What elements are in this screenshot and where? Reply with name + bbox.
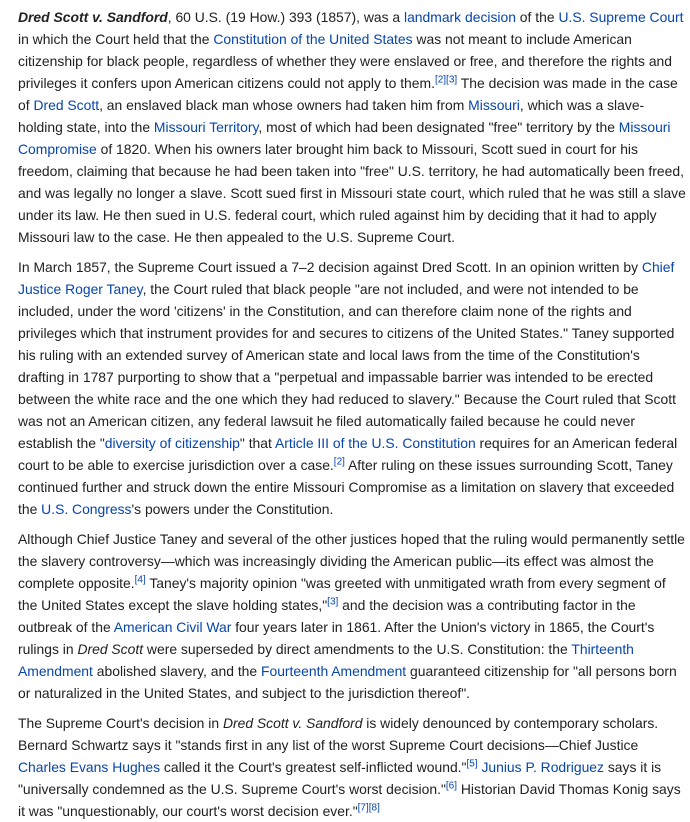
text-run: The decision was made in the case of [18, 75, 678, 113]
text-run: was not meant to include American citizenship for black people, regardless of whether they were enslaved or free, and therefore the rights and privileges it confers upon American citizens could not apply to them. [18, 31, 673, 91]
fourteenth-amendment-link[interactable]: Fourteenth Amendment [260, 663, 407, 679]
text-run: called it the Court's greatest self-inflicted wound." [160, 759, 467, 775]
citation-2-link[interactable]: [2] [333, 456, 345, 468]
case-name-italic: Dred Scott v. Sandford [222, 715, 363, 731]
text-run: is widely denounced by contemporary scholars. Bernard Schwartz says it "stands first in any list of the worst Supreme Court decisions—Chief Justice [18, 715, 659, 753]
text-run: Historian David Thomas Konig says it was "unquestionably, our court's worst decision ever." [18, 781, 681, 819]
missouri-link[interactable]: Missouri [468, 97, 520, 113]
text-run: " that [239, 435, 275, 451]
citation-5-link[interactable]: [5] [466, 758, 478, 770]
american-civil-war-link[interactable]: American Civil War [113, 619, 232, 635]
citation-7-8-link[interactable]: [7][8] [357, 802, 380, 814]
dred-scott-link[interactable]: Dred Scott [33, 97, 100, 113]
citation-3-link[interactable]: [3] [327, 596, 339, 608]
text-run: of the [515, 9, 559, 25]
citation-superscript [446, 780, 457, 791]
text-run: , most of which had been designated "free" territory by the [258, 119, 619, 135]
citation-2-3-link[interactable]: [2][3] [434, 74, 458, 86]
citation-4-link[interactable]: [4] [134, 574, 146, 586]
paragraph-decision [18, 256, 686, 520]
citation-superscript [327, 596, 338, 607]
text-run: four years later in 1861. After the Union's victory in 1865, the Court's rulings in [18, 619, 655, 657]
text-run: , 60 U.S. (19 How.) 393 (1857), was a [167, 9, 404, 25]
missouri-compromise-link[interactable]: Missouri Compromise [18, 119, 671, 157]
citation-superscript [435, 74, 457, 85]
paragraph-aftermath [18, 528, 686, 704]
us-constitution-link[interactable]: Constitution of the United States [213, 31, 413, 47]
text-run: says it is "universally condemned as the U.S. Supreme Court's worst decision." [18, 759, 662, 797]
roger-taney-link[interactable]: Chief Justice Roger Taney [18, 259, 675, 297]
citation-superscript [466, 758, 477, 769]
text-run: The Supreme Court's decision in [18, 715, 223, 731]
text-run: guaranteed citizenship for "all persons born or naturalized in the United States, and subject to the jurisdiction thereof". [18, 663, 677, 701]
text-run: Taney's majority opinion "was greeted with unmitigated wrath from every segment of the United States except the slave holding states," [18, 575, 666, 613]
missouri-territory-link[interactable]: Missouri Territory [153, 119, 259, 135]
text-run: , an enslaved black man whose owners had taken him from [99, 97, 469, 113]
text-run: 's powers under the Constitution. [131, 501, 334, 517]
text-run: After ruling on these issues surrounding Scott, Taney continued further and struck down the entire Missouri Compromise as a limitation on slavery that exceeded the [18, 457, 675, 517]
citation-superscript [135, 574, 146, 585]
citation-superscript [358, 802, 380, 813]
text-run: , which was a slave-holding state, into the [18, 97, 645, 135]
paragraph-intro [18, 6, 686, 248]
charles-evans-hughes-link[interactable]: Charles Evans Hughes [18, 759, 161, 775]
text-run: in which the Court held that the [18, 31, 214, 47]
case-title: Dred Scott v. Sandford [18, 9, 168, 25]
junius-rodriguez-link[interactable]: Junius P. Rodriguez [481, 759, 604, 775]
paragraph-legacy [18, 712, 686, 822]
text-run: , the Court ruled that black people "are not included, and were not intended to be included, under the word 'citizens' in the Constitution, and can therefore claim none of the rights and privileges which that instrument provides for and secures to citizens of the United States." Taney supported his ruling with an extended survey of American state and local laws from the time of the Constitution's drafting in 1787 purporting to show that a "perpetual and impassable barrier was intended to be erected between the white race and the one which they had reduced to slavery." Because the Court ruled that Scott was not an American citizen, any federal lawsuit he filed automatically failed because he could never establish the " [18, 281, 676, 451]
landmark-decision-link[interactable]: landmark decision [404, 9, 516, 25]
citation-6-link[interactable]: [6] [445, 780, 458, 792]
citation-superscript [334, 456, 345, 467]
text-run: requires for an American federal court to be able to exercise jurisdiction over a case. [18, 435, 678, 473]
text-run: abolished slavery, and the [92, 663, 261, 679]
thirteenth-amendment-link[interactable]: Thirteenth Amendment [18, 641, 634, 679]
text-run: and the decision was a contributing factor in the outbreak of the [18, 597, 636, 635]
text-run: were superseded by direct amendments to the U.S. Constitution: the [143, 641, 572, 657]
text-run: of 1820. When his owners later brought him back to Missouri, Scott sued in court for his freedom, claiming that because he had been taken into "free" U.S. territory, he had automatically been freed, and was legally no longer a slave. Scott sued first in Missouri state court, which ruled that he was still a slave under its law. He then sued in U.S. federal court, which ruled against him by deciding that it had to apply Missouri law to the case. He then appealed to the U.S. Supreme Court. [18, 141, 686, 245]
text-run: Although Chief Justice Taney and several of the other justices hoped that the ruling would permanently settle the slavery controversy—which was increasingly dividing the American public—its effect was almost the complete opposite. [18, 531, 685, 591]
case-name-italic: Dred Scott [77, 641, 144, 657]
text-run: In March 1857, the Supreme Court issued a 7–2 decision against Dred Scott. In an opinion written by [18, 259, 642, 275]
diversity-of-citizenship-link[interactable]: diversity of citizenship [104, 435, 240, 451]
us-congress-link[interactable]: U.S. Congress [41, 501, 132, 517]
article-iii-link[interactable]: Article III of the U.S. Constitution [274, 435, 476, 451]
us-supreme-court-link[interactable]: U.S. Supreme Court [558, 9, 684, 25]
